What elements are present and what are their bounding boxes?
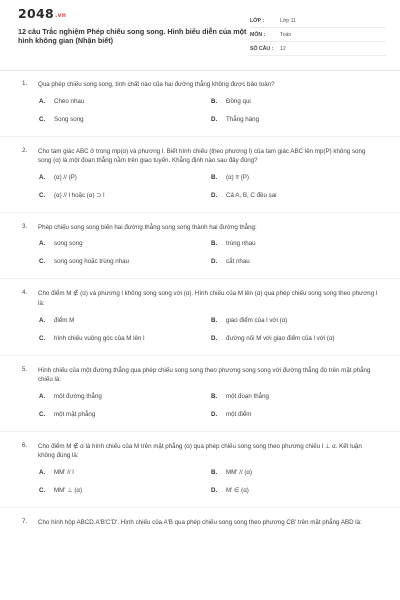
option-letter: A. — [39, 469, 46, 477]
option-text: một mặt phẳng — [54, 410, 96, 418]
class-label: LỚP : — [250, 17, 265, 24]
answer-option[interactable] — [39, 335, 211, 347]
option-letter: A. — [39, 240, 46, 248]
option-text: một đường thẳng — [54, 392, 102, 400]
question-number: 1. — [22, 80, 28, 87]
option-letter: D. — [211, 487, 218, 495]
option-text: giao điểm của l với (α) — [226, 316, 288, 324]
option-letter: A. — [39, 173, 46, 181]
answer-option[interactable] — [39, 469, 211, 481]
option-letter: B. — [211, 173, 218, 181]
answer-option[interactable] — [39, 411, 211, 423]
answer-option[interactable] — [211, 411, 383, 423]
option-letter: C. — [39, 410, 46, 418]
meta-table — [250, 14, 386, 56]
brand-name: 2048 — [18, 6, 54, 21]
question-number: 7. — [22, 518, 28, 526]
answer-option[interactable] — [39, 116, 211, 128]
option-letter: D. — [211, 334, 218, 342]
question-divider — [0, 507, 400, 508]
option-text: một đoạn thẳng — [226, 392, 270, 400]
option-letter: D. — [211, 191, 218, 199]
option-text: MM' ⊥ (α) — [54, 487, 83, 495]
answer-option[interactable] — [39, 240, 211, 252]
question-item — [0, 80, 400, 137]
answer-option[interactable] — [211, 317, 383, 329]
option-letter: B. — [211, 97, 218, 105]
option-text: Cả A, B, C đều sai — [226, 191, 277, 199]
answer-option[interactable] — [211, 116, 383, 128]
option-text: trùng nhau — [226, 240, 256, 248]
question-text: Cho điểm M ∉ α là hình chiếu của M trên mặt phẳng (α) qua phép chiếu song song theo phương chiếu l ⊥ α. Kết luận không đúng là: — [38, 442, 362, 460]
answer-option[interactable] — [39, 174, 211, 186]
question-text: Cho tam giác ABC ở trong mp(α) và phương l. Biết hình chiếu (theo phương l) của tam giác ABC lên mp(P) không song song (α) là một đoạn thẳng nằm trên giao tuyến. Khẳng định nào sau đây đúng? — [38, 147, 366, 165]
option-text: đường nối M với giao điểm của l với (α) — [226, 334, 335, 342]
meta-row-class — [250, 14, 386, 28]
question-text: Hình chiếu của một đường thẳng qua phép chiếu song song theo phương song song với đường thẳng đó trên mặt phẳng chiếu là: — [38, 366, 371, 384]
option-letter: C. — [39, 258, 46, 266]
question-text: Cho điểm M ∉ (α) và phương l không song song với (α). Hình chiếu của M lên (α) qua phép chiếu song song theo phương l là: — [38, 290, 378, 308]
question-text: Phép chiếu song song biến hai đường thẳng song song thành hai đường thẳng: — [38, 223, 257, 231]
option-text: M' ∈ (α) — [226, 487, 249, 495]
question-list — [0, 80, 400, 538]
question-item — [0, 518, 400, 528]
answer-options — [39, 98, 380, 128]
count-value: 12 — [280, 45, 286, 52]
answer-option[interactable] — [39, 393, 211, 405]
answer-option[interactable] — [211, 487, 383, 499]
question-divider — [0, 278, 400, 279]
option-letter: C. — [39, 334, 46, 342]
option-letter: B. — [211, 316, 218, 324]
option-letter: D. — [211, 410, 218, 418]
answer-option[interactable] — [211, 174, 383, 186]
option-text: Đồng qui — [226, 97, 251, 105]
answer-option[interactable] — [39, 258, 211, 270]
question-text: Qua phép chiếu song song, tính chất nào của hai đường thẳng không được bảo toàn? — [38, 81, 275, 88]
question-divider — [0, 431, 400, 432]
option-text: song song — [54, 240, 83, 248]
question-text: Cho hình hộp ABCD.A'B'C'D'. Hình chiếu của A'B qua phép chiếu song song theo phương CB' trên mặt phẳng ABD là: — [38, 519, 362, 527]
answer-options — [39, 240, 380, 270]
option-letter: B. — [211, 240, 218, 248]
meta-row-count — [250, 42, 386, 56]
option-letter: D. — [211, 115, 218, 123]
answer-option[interactable] — [211, 258, 383, 270]
question-divider — [0, 136, 400, 137]
question-item — [0, 147, 400, 213]
question-divider — [0, 355, 400, 356]
question-number: 2. — [22, 146, 28, 154]
option-text: (α) // l hoặc (α) ⊃ l — [54, 191, 105, 199]
option-letter: C. — [39, 115, 46, 123]
answer-option[interactable] — [211, 469, 383, 481]
question-item — [0, 289, 400, 355]
question-item — [0, 223, 400, 280]
question-number: 3. — [22, 222, 28, 230]
option-text: Song song — [54, 115, 84, 123]
option-text: MM' // l — [54, 469, 74, 477]
count-label: SỐ CÂU : — [250, 45, 274, 52]
option-letter: C. — [39, 191, 46, 199]
option-text: Thẳng hàng — [226, 115, 260, 123]
answer-option[interactable] — [211, 393, 383, 405]
header-divider — [0, 70, 400, 71]
class-value: Lớp 11 — [280, 17, 296, 24]
option-letter: B. — [211, 392, 218, 400]
option-text: hình chiếu vuông góc của M lên l — [54, 334, 145, 342]
question-number: 4. — [22, 289, 28, 297]
subject-value: Toán — [280, 31, 292, 38]
answer-options — [39, 174, 380, 204]
question-number: 5. — [22, 365, 28, 373]
answer-options — [39, 317, 380, 347]
answer-option[interactable] — [39, 98, 211, 110]
answer-option[interactable] — [211, 240, 383, 252]
option-letter: B. — [211, 469, 218, 477]
option-letter: D. — [211, 258, 218, 266]
answer-option[interactable] — [211, 98, 383, 110]
option-letter: A. — [39, 316, 46, 324]
option-letter: C. — [39, 487, 46, 495]
brand-suffix: .vn — [55, 12, 67, 19]
option-text: cắt nhau — [226, 258, 250, 266]
option-letter: A. — [39, 392, 46, 400]
option-text: một điểm — [226, 410, 252, 418]
question-item — [0, 442, 400, 508]
answer-options — [39, 393, 380, 423]
option-text: MM' // (α) — [226, 469, 253, 477]
option-text: điểm M — [54, 316, 75, 324]
option-letter: A. — [39, 97, 46, 105]
answer-option[interactable] — [39, 487, 211, 499]
option-text: Chéo nhau — [54, 97, 85, 105]
option-text: (α) ≡ (P) — [226, 173, 249, 181]
meta-row-subject — [250, 28, 386, 42]
question-number: 6. — [22, 441, 28, 449]
header — [0, 0, 400, 68]
answer-option[interactable] — [211, 192, 383, 204]
answer-option[interactable] — [39, 192, 211, 204]
answer-option[interactable] — [211, 335, 383, 347]
option-text: song song hoặc trùng nhau — [54, 258, 129, 266]
answer-option[interactable] — [39, 317, 211, 329]
question-item — [0, 366, 400, 432]
answer-options — [39, 469, 380, 499]
question-divider — [0, 212, 400, 213]
option-text: (α) // (P) — [54, 173, 77, 181]
subject-label: MÔN : — [250, 31, 266, 38]
document-title: 12 câu Trắc nghiệm Phép chiếu song song. Hình biểu diễn của một hình không gian (Nhận biết) — [18, 27, 247, 46]
